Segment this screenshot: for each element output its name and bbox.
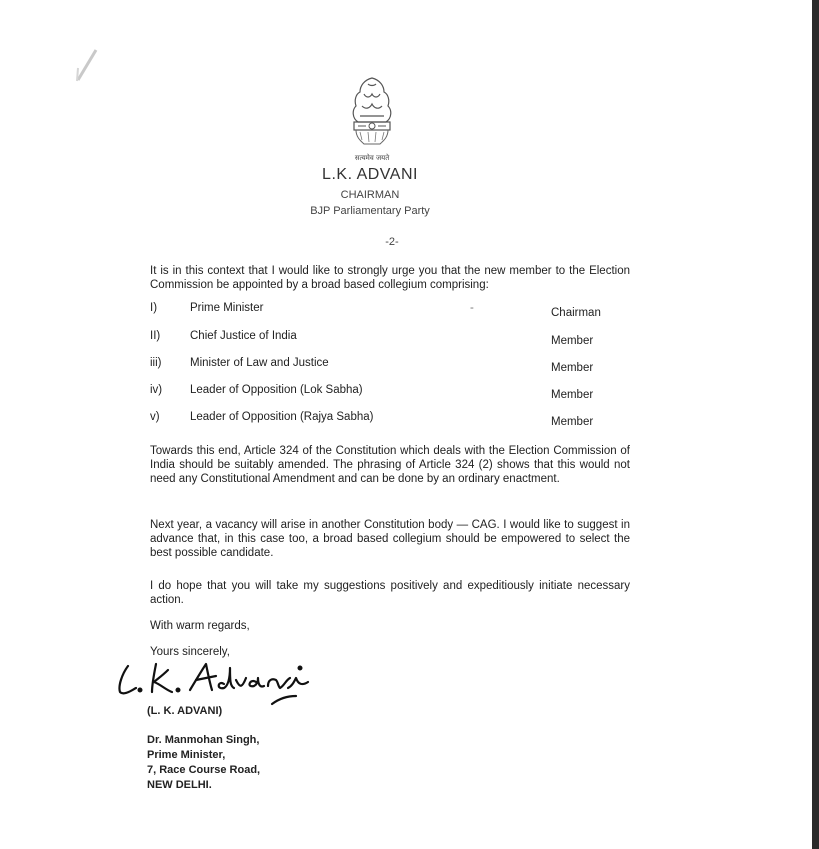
hope-paragraph: I do hope that you will take my suggestions positively and expeditiously initiate necessary action. (150, 580, 630, 606)
collegium-number: I) (150, 302, 158, 314)
letterhead-role: CHAIRMAN (340, 189, 400, 201)
dash-mark: - (470, 302, 474, 314)
recipient-title: Prime Minister, (147, 749, 226, 761)
closing-regards: With warm regards, (150, 620, 250, 632)
collegium-member: Minister of Law and Justice (190, 357, 329, 369)
letterhead-name: L.K. ADVANI (322, 166, 418, 183)
recipient-address (147, 733, 260, 793)
recipient-street: 7, Race Course Road, (147, 764, 261, 776)
article-paragraph: Towards this end, Article 324 of the Constitution which deals with the Election Commission of India should be suitably amended. The phrasing of Article 324 (2) shows that this would not need any Constitutional Amendment and can be done by an ordinary enactment. (150, 445, 630, 485)
collegium-row (150, 384, 620, 400)
recipient-name: Dr. Manmohan Singh, (147, 734, 260, 746)
letterhead-party: BJP Parliamentary Party (310, 205, 430, 217)
recipient-city: NEW DELHI. (147, 779, 212, 791)
cag-paragraph: Next year, a vacancy will arise in another Constitution body — CAG. I would like to suggest in advance that, in this case too, a broad based collegium should be empowered to select the best possible candidate. (150, 519, 630, 559)
page-number: -2- (385, 236, 399, 248)
intro-paragraph: It is in this context that I would like to strongly urge you that the new member to the Election Commission be appointed by a broad based collegium comprising: (150, 265, 630, 291)
collegium-row (150, 302, 620, 318)
collegium-row (150, 411, 620, 427)
collegium-member: Prime Minister (190, 302, 264, 314)
scanner-edge (812, 0, 819, 849)
corner-fold-mark (76, 48, 98, 82)
collegium-number: iii) (150, 357, 162, 369)
collegium-role: Member (551, 362, 594, 374)
collegium-role: Member (551, 389, 594, 401)
handwritten-signature (112, 656, 318, 708)
signatory-name: (L. K. ADVANI) (147, 705, 223, 717)
collegium-number: v) (150, 411, 160, 423)
national-emblem-icon (342, 74, 402, 166)
collegium-role: Member (551, 416, 594, 428)
collegium-number: iv) (150, 384, 163, 396)
collegium-role: Chairman (551, 307, 601, 319)
collegium-row (150, 330, 620, 346)
collegium-member: Chief Justice of India (190, 330, 297, 342)
collegium-member: Leader of Opposition (Rajya Sabha) (190, 411, 374, 423)
collegium-row (150, 357, 620, 373)
collegium-number: II) (150, 330, 161, 342)
closing-yours: Yours sincerely, (150, 646, 230, 658)
emblem-motto: सत्यमेव जयते (354, 154, 390, 162)
collegium-role: Member (551, 335, 594, 347)
collegium-member: Leader of Opposition (Lok Sabha) (190, 384, 363, 396)
